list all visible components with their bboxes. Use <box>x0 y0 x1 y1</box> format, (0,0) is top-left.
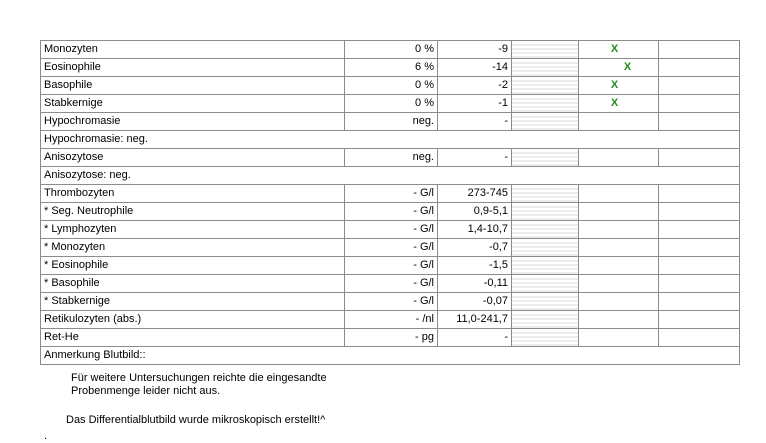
reference-range: -0,7 <box>438 239 512 257</box>
table-row <box>41 239 740 257</box>
test-name: Ret-He <box>41 329 345 347</box>
table-row <box>41 77 740 95</box>
table-row <box>41 257 740 275</box>
result-value: - G/l <box>345 293 438 311</box>
chart-cell-normal <box>579 257 659 275</box>
table-row <box>41 329 740 347</box>
range-marker: X <box>610 79 619 91</box>
lab-results-table <box>40 40 740 365</box>
chart-cell-low <box>512 275 579 293</box>
reference-range: -2 <box>438 77 512 95</box>
result-value: neg. <box>345 149 438 167</box>
chart-cell-low <box>512 77 579 95</box>
table-row <box>41 59 740 77</box>
table-row <box>41 185 740 203</box>
table-row <box>41 95 740 113</box>
table-row <box>41 41 740 59</box>
table-row <box>41 203 740 221</box>
chart-cell-high <box>659 275 740 293</box>
chart-cell-normal <box>579 95 659 113</box>
test-name: Basophile <box>41 77 345 95</box>
chart-cell-normal <box>579 221 659 239</box>
reference-range: -9 <box>438 41 512 59</box>
result-value: - G/l <box>345 203 438 221</box>
chart-cell-normal <box>579 77 659 95</box>
test-name: Hypochromasie <box>41 113 345 131</box>
chart-cell-high <box>659 257 740 275</box>
chart-cell-high <box>659 41 740 59</box>
table-row <box>41 221 740 239</box>
test-name: * Monozyten <box>41 239 345 257</box>
reference-range: -0,11 <box>438 275 512 293</box>
test-name: Stabkernige <box>41 95 345 113</box>
table-row <box>41 293 740 311</box>
note-text: Anisozytose: neg. <box>41 167 740 185</box>
note-text: Hypochromasie: neg. <box>41 131 740 149</box>
reference-range: - <box>438 149 512 167</box>
test-name: Retikulozyten (abs.) <box>41 311 345 329</box>
chart-cell-high <box>659 293 740 311</box>
footer-note-2: Probenmenge leider nicht aus. <box>71 385 221 397</box>
result-value: 0 % <box>345 95 438 113</box>
note-row <box>41 131 740 149</box>
reference-range: - <box>438 329 512 347</box>
chart-cell-normal <box>579 275 659 293</box>
result-value: - G/l <box>345 185 438 203</box>
chart-cell-high <box>659 113 740 131</box>
result-value: - G/l <box>345 275 438 293</box>
chart-cell-normal <box>579 185 659 203</box>
lab-results-body <box>41 41 740 365</box>
chart-cell-high <box>659 185 740 203</box>
test-name: * Seg. Neutrophile <box>41 203 345 221</box>
chart-cell-normal <box>579 203 659 221</box>
chart-cell-high <box>659 149 740 167</box>
chart-cell-low <box>512 329 579 347</box>
reference-range: 11,0-241,7 <box>438 311 512 329</box>
footer-dot: . <box>44 430 48 442</box>
chart-cell-normal <box>579 311 659 329</box>
chart-cell-high <box>659 329 740 347</box>
chart-cell-low <box>512 239 579 257</box>
chart-cell-high <box>659 221 740 239</box>
reference-range: -1 <box>438 95 512 113</box>
test-name: Thrombozyten <box>41 185 345 203</box>
chart-cell-low <box>512 113 579 131</box>
reference-range: 0,9-5,1 <box>438 203 512 221</box>
result-value: - /nl <box>345 311 438 329</box>
chart-cell-low <box>512 41 579 59</box>
table-row <box>41 275 740 293</box>
result-value: - pg <box>345 329 438 347</box>
table-row <box>41 311 740 329</box>
chart-cell-high <box>659 59 740 77</box>
chart-cell-high <box>659 77 740 95</box>
result-value: 0 % <box>345 77 438 95</box>
footer-note-3: Das Differentialblutbild wurde mikroskopisch erstellt!^ <box>66 414 326 426</box>
chart-cell-normal <box>579 293 659 311</box>
result-value: - G/l <box>345 221 438 239</box>
chart-cell-normal <box>579 113 659 131</box>
reference-range: 273-745 <box>438 185 512 203</box>
note-row <box>41 167 740 185</box>
chart-cell-low <box>512 221 579 239</box>
chart-cell-normal <box>579 239 659 257</box>
range-marker: X <box>623 61 632 73</box>
note-row <box>41 347 740 365</box>
result-value: - G/l <box>345 257 438 275</box>
test-name: * Eosinophile <box>41 257 345 275</box>
test-name: Eosinophile <box>41 59 345 77</box>
chart-cell-low <box>512 185 579 203</box>
result-value: - G/l <box>345 239 438 257</box>
reference-range: -0,07 <box>438 293 512 311</box>
chart-cell-normal <box>579 59 659 77</box>
test-name: * Basophile <box>41 275 345 293</box>
reference-range: 1,4-10,7 <box>438 221 512 239</box>
reference-range: -14 <box>438 59 512 77</box>
test-name: Monozyten <box>41 41 345 59</box>
chart-cell-low <box>512 149 579 167</box>
range-marker: X <box>610 97 619 109</box>
test-name: * Stabkernige <box>41 293 345 311</box>
range-marker: X <box>610 43 619 55</box>
test-name: Anisozytose <box>41 149 345 167</box>
chart-cell-low <box>512 257 579 275</box>
note-text: Anmerkung Blutbild:: <box>41 347 740 365</box>
reference-range: -1,5 <box>438 257 512 275</box>
table-row <box>41 149 740 167</box>
result-value: neg. <box>345 113 438 131</box>
chart-cell-low <box>512 203 579 221</box>
chart-cell-high <box>659 95 740 113</box>
chart-cell-high <box>659 203 740 221</box>
test-name: * Lymphozyten <box>41 221 345 239</box>
chart-cell-normal <box>579 41 659 59</box>
chart-cell-low <box>512 311 579 329</box>
chart-cell-normal <box>579 329 659 347</box>
result-value: 6 % <box>345 59 438 77</box>
chart-cell-normal <box>579 149 659 167</box>
chart-cell-low <box>512 293 579 311</box>
result-value: 0 % <box>345 41 438 59</box>
reference-range: - <box>438 113 512 131</box>
footer-note-1: Für weitere Untersuchungen reichte die eingesandte <box>71 372 327 384</box>
chart-cell-low <box>512 95 579 113</box>
table-row <box>41 113 740 131</box>
chart-cell-high <box>659 311 740 329</box>
chart-cell-high <box>659 239 740 257</box>
chart-cell-low <box>512 59 579 77</box>
